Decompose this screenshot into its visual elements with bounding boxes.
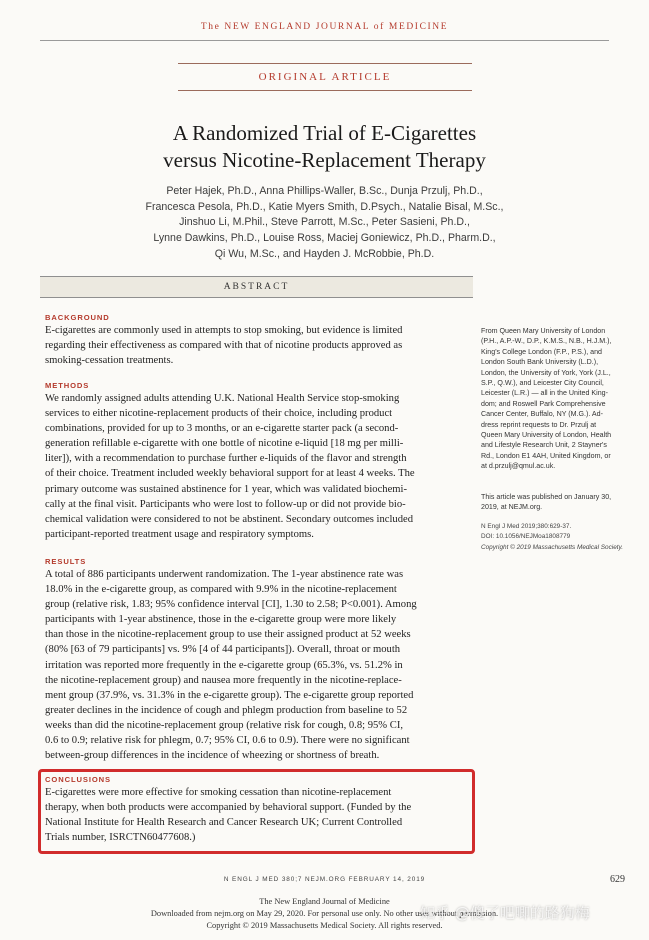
conclusions-heading: CONCLUSIONS xyxy=(45,775,112,784)
background-text xyxy=(45,323,471,368)
abstract-heading: ABSTRACT xyxy=(40,276,473,298)
text-line: group (relative risk, 1.83; 95% confidence interval [CI], 1.30 to 2.58; P<0.001). Among xyxy=(45,599,417,611)
results-text xyxy=(45,567,471,763)
background-heading: BACKGROUND xyxy=(45,313,110,322)
journal-header: The NEW ENGLAND JOURNAL of MEDICINE xyxy=(200,22,449,32)
sidebar-line: This article was published on January 30, xyxy=(481,493,612,501)
text-line: between-group differences in the incidence of wheezing or shortness of breath. xyxy=(45,750,380,762)
text-line: of their choice. Treatment included weekly behavioral support for at least 4 weeks. The xyxy=(45,468,415,480)
text-line: (80% [63 of 79 participants] vs. 9% [4 of 44 participants]). Overall, throat or mouth xyxy=(45,644,401,656)
text-line: 18.0% in the e-cigarette group, as compared with 9.9% in the nicotine-replacement xyxy=(45,584,397,596)
text-line: combinations, provided for up to 3 months, or an e-cigarette starter pack (a second- xyxy=(45,423,399,435)
text-line: We randomly assigned adults attending U.K. National Health Service stop-smoking xyxy=(45,393,400,404)
page-number: 629 xyxy=(610,874,625,885)
publication-note xyxy=(481,492,621,513)
text-line: smoking-cessation treatments. xyxy=(45,355,174,367)
author-list xyxy=(40,184,609,263)
text-line: E-cigarettes were more effective for smoking cessation than nicotine-replacement xyxy=(45,787,392,798)
author-line: Francesca Pesola, Ph.D., Katie Myers Smith, D.Psych., Natalie Bisal, M.Sc., xyxy=(145,200,504,213)
author-line: Lynne Dawkins, Ph.D., Louise Ross, Maciej Goniewicz, Ph.D., Pharm.D., xyxy=(153,232,496,245)
text-line: participants with 1-year abstinence, those in the e-cigarette group were more likely xyxy=(45,614,397,626)
text-line: A total of 886 participants underwent randomization. The 1-year abstinence rate was xyxy=(45,569,404,580)
text-line: ment group (37.9%, vs. 31.3% in the e-cigarette group). The e-cigarette group reported xyxy=(45,689,414,701)
text-line: National Institute for Health Research and Cancer Research UK; Current Controlled xyxy=(45,817,403,829)
sidebar-line: dom; and Roswell Park Comprehensive xyxy=(481,399,606,408)
text-line: liter]), with a recommendation to purchase further e-liquids of the flavor and strength xyxy=(45,453,407,465)
sidebar-line: (P.H., A.P.-W., D.P., K.M.S., N.B., H.J.M.), xyxy=(481,337,612,346)
text-line: 0.6 to 0.9; relative risk for phlegm, 0.7; 95% CI, 0.6 to 0.9). There were no significant xyxy=(45,735,410,747)
sidebar-line: S.P., Q.W.), and Leicester City Council, xyxy=(481,379,604,388)
author-line: Qi Wu, M.Sc., and Hayden J. McRobbie, Ph.D. xyxy=(214,247,435,260)
footer-journal-name: The New England Journal of Medicine xyxy=(259,897,390,906)
sidebar-line: From Queen Mary University of London xyxy=(481,327,606,335)
conclusions-text xyxy=(45,785,471,845)
text-line: cally at the final visit. Participants who were lost to follow-up or did not provide bio- xyxy=(45,498,406,510)
text-line: services to either nicotine-replacement products of their choice, including product xyxy=(45,408,393,420)
title-line: versus Nicotine-Replacement Therapy xyxy=(163,148,486,172)
watermark: 知乎 @傻了吧唧的路狗梅 xyxy=(420,904,590,922)
header-rule xyxy=(40,40,609,41)
sidebar-line: Rd., London E1 4AH, United Kingdom, or xyxy=(481,451,611,460)
sidebar-line: Leicester (L.R.) — all in the United King- xyxy=(481,389,608,398)
text-line: weeks than did the nicotine-replacement group (relative risk for cough, 0.8; 95% CI, xyxy=(45,719,404,731)
methods-text xyxy=(45,391,471,542)
text-line: E-cigarettes are commonly used in attempts to stop smoking, but evidence is limited xyxy=(45,325,403,336)
article-type-label: ORIGINAL ARTICLE xyxy=(178,63,472,91)
sidebar-line: and Lifestyle Research Unit, 2 Stayner's xyxy=(481,441,607,450)
download-notice: Downloaded from nejm.org on May 29, 2020. For personal use only. No other uses without permission. xyxy=(150,909,499,918)
text-line: the nicotine-replacement group) and nausea more frequently in the nicotine-replace- xyxy=(45,674,402,686)
sidebar-line: 2019, at NEJM.org. xyxy=(481,503,543,512)
methods-heading: METHODS xyxy=(45,381,90,390)
text-line: primary outcome was sustained abstinence for 1 year, which was validated biochemi- xyxy=(45,483,407,495)
text-line: chemical validation were considered to not be abstinent. Secondary outcomes included xyxy=(45,513,414,525)
sidebar-line: Queen Mary University of London, Health xyxy=(481,431,612,440)
author-line: Peter Hajek, Ph.D., Anna Phillips-Waller, B.Sc., Dunja Przulj, Ph.D., xyxy=(166,185,483,197)
results-heading: RESULTS xyxy=(45,557,87,566)
text-line: regarding their effectiveness as compared with that of nicotine products approved as xyxy=(45,340,403,352)
text-line: therapy, when both products were accompanied by behavioral support. (Funded by the xyxy=(45,802,412,814)
author-line: Jinshuo Li, M.Phil., Steve Parrott, M.Sc., Peter Sasieni, Ph.D., xyxy=(179,216,470,229)
sidebar-line: Cancer Center, Buffalo, NY (M.G.). Ad- xyxy=(481,410,603,419)
sidebar-line: dress reprint requests to Dr. Przulj at xyxy=(481,420,597,429)
doi: DOI: 10.1056/NEJMoa1808779 xyxy=(481,533,571,541)
text-line: Trials number, ISRCTN60477608.) xyxy=(45,832,196,844)
footer-citation: N ENGL J MED 380;7 NEJM.ORG FEBRUARY 14, 2019 xyxy=(223,876,426,883)
text-line: participant-reported treatment usage and respiratory symptoms. xyxy=(45,528,314,540)
sidebar-line: at d.przulj@qmul.ac.uk. xyxy=(481,462,556,471)
sidebar-copyright: Copyright © 2019 Massachusetts Medical Society. xyxy=(481,543,624,551)
affiliations-note xyxy=(481,326,621,472)
sidebar-line: London South Bank University (L.D.), xyxy=(481,358,599,367)
text-line: irritation was reported more frequently in the e-cigarette group (65.3%, vs. 51.2% in xyxy=(45,659,403,671)
citation-note xyxy=(481,522,631,553)
title-line: A Randomized Trial of E-Cigarettes xyxy=(172,121,477,145)
text-line: greater declines in the incidence of cough and phlegm production from baseline to 52 xyxy=(45,704,408,716)
sidebar-line: King's College London (F.P., P.S.), and xyxy=(481,347,602,356)
text-line: than those in the nicotine-replacement group to use their assigned product at 52 weeks xyxy=(45,629,411,641)
article-title xyxy=(0,120,649,174)
sidebar-line: London, the University of York, York (J.L., xyxy=(481,368,611,377)
journal-citation: N Engl J Med 2019;380:629-37. xyxy=(481,523,572,530)
text-line: generation refillable e-cigarette with one bottle of nicotine e-liquid [18 mg per milli- xyxy=(45,438,404,450)
footer-copyright: Copyright © 2019 Massachusetts Medical Society. All rights reserved. xyxy=(206,921,443,930)
